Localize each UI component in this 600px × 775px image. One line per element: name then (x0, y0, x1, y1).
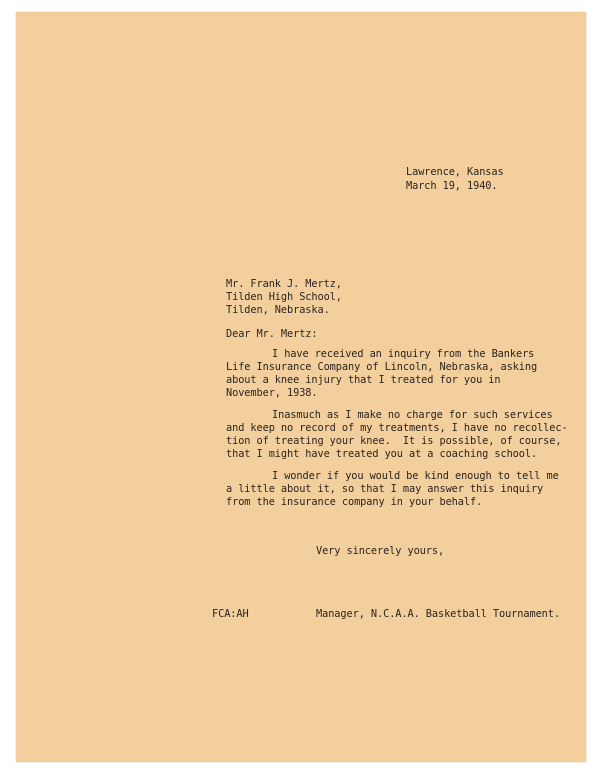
typist-initials: FCA:AH (212, 608, 249, 620)
paragraph-1-line-1: I have received an inquiry from the Bankers (272, 348, 535, 360)
paragraph-3-line-3: from the insurance company in your behalf. (226, 496, 483, 508)
paragraph-2-line-1: Inasmuch as I make no charge for such services (272, 409, 553, 421)
recipient-city: Tilden, Nebraska. (226, 304, 330, 316)
letter-place: Lawrence, Kansas (406, 166, 504, 178)
letter-date: March 19, 1940. (406, 180, 498, 192)
recipient-name: Mr. Frank J. Mertz, (226, 278, 342, 290)
closing: Very sincerely yours, (316, 545, 445, 557)
paragraph-3-line-2: a little about it, so that I may answer this inquiry (226, 483, 544, 495)
paragraph-1-line-2: Life Insurance Company of Lincoln, Nebraska, asking (226, 361, 538, 373)
letter-page (16, 12, 586, 762)
paragraph-2-line-3: tion of treating your knee. It is possible, of course, (226, 435, 562, 447)
paragraph-3-line-1: I wonder if you would be kind enough to tell me (272, 470, 559, 482)
signature-title: Manager, N.C.A.A. Basketball Tournament. (316, 608, 560, 620)
paragraph-2-line-2: and keep no record of my treatments, I have no recollec- (226, 422, 568, 434)
paragraph-1-line-3: about a knee injury that I treated for you in (226, 374, 501, 386)
salutation: Dear Mr. Mertz: (226, 328, 318, 340)
paragraph-1-line-4: November, 1938. (226, 387, 318, 399)
recipient-school: Tilden High School, (226, 291, 342, 303)
paragraph-2-line-4: that I might have treated you at a coaching school. (226, 448, 538, 460)
